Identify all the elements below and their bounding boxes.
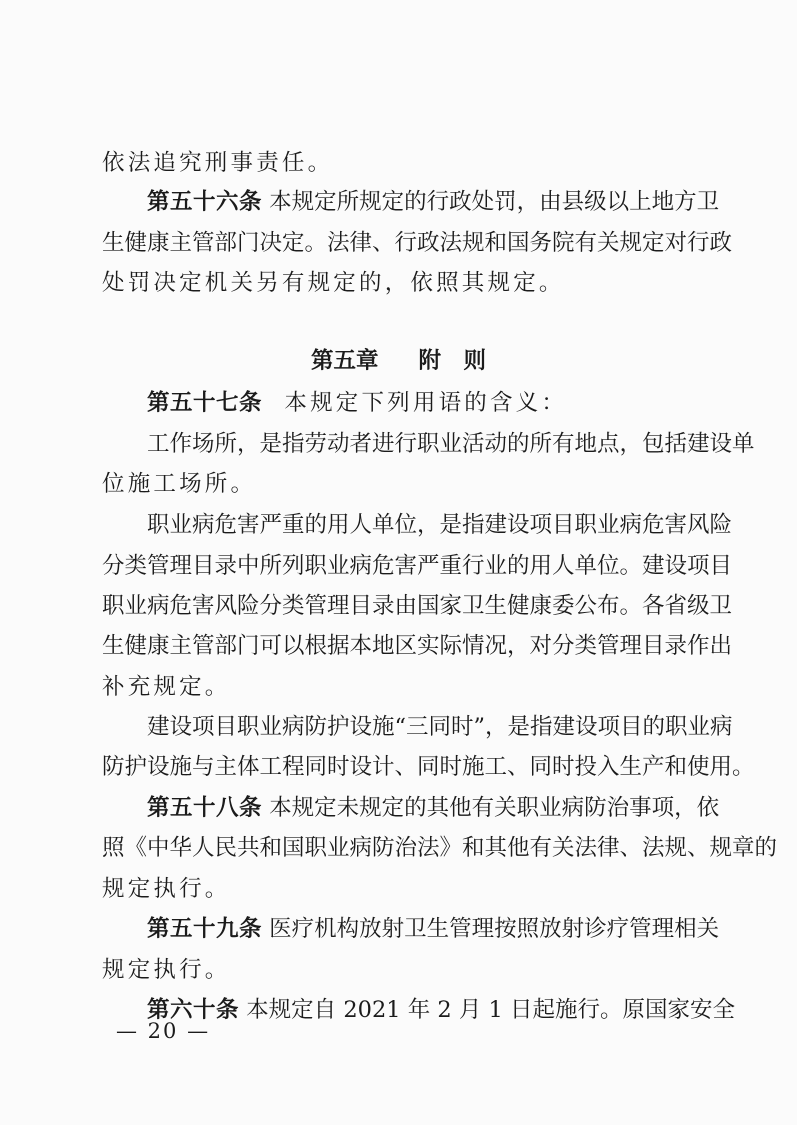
text-line: 职业病危害风险分类管理目录由国家卫生健康委公布。各省级卫	[102, 593, 733, 619]
text-line: 建设项目职业病防护设施“三同时”，是指建设项目的职业病	[147, 714, 733, 740]
article-label: 第五十八条	[147, 795, 263, 821]
chapter-title: 附 则	[418, 348, 487, 374]
chapter-number: 第五章	[310, 348, 379, 374]
article-57-line: 第五十七条 本规定下列用语的含义：	[147, 390, 568, 416]
text-line: 防护设施与主体工程同时设计、同时施工、同时投入生产和使用。	[102, 754, 755, 780]
text-line: 位施工场所。	[102, 471, 257, 497]
text-line: 照《中华人民共和国职业病防治法》和其他有关法律、法规、规章的	[102, 835, 778, 861]
text-line: 分类管理目录中所列职业病危害严重行业的用人单位。建设项目	[102, 553, 733, 579]
text-line: 生健康主管部门决定。法律、行政法规和国务院有关规定对行政	[102, 230, 733, 256]
text-line: 规定执行。	[102, 876, 231, 902]
text-line: 处罚决定机关另有规定的，依照其规定。	[102, 270, 565, 296]
article-label: 第五十六条	[147, 189, 263, 215]
article-label: 第五十九条	[147, 916, 263, 942]
text-line: 依法追究刑事责任。	[102, 150, 334, 176]
text-line: 职业病危害严重的用人单位，是指建设项目职业病危害风险	[147, 512, 733, 538]
text-line: 工作场所，是指劳动者进行职业活动的所有地点，包括建设单	[147, 431, 755, 457]
article-58-line: 第五十八条 本规定未规定的其他有关职业病防治事项，依	[147, 795, 720, 821]
article-label: 第六十条	[147, 997, 240, 1023]
text-line: 规定执行。	[102, 957, 231, 983]
page-number: — 20 —	[116, 1019, 211, 1043]
article-label: 第五十七条	[147, 390, 263, 416]
article-56-line: 第五十六条 本规定所规定的行政处罚，由县级以上地方卫	[147, 189, 720, 215]
text-line: 生健康主管部门可以根据本地区实际情况，对分类管理目录作出	[102, 633, 733, 659]
article-60-line: 第六十条 本规定自 2021 年 2 月 1 日起施行。原国家安全	[147, 997, 735, 1023]
article-59-line: 第五十九条 医疗机构放射卫生管理按照放射诊疗管理相关	[147, 916, 720, 942]
chapter-heading	[0, 344, 797, 378]
text-line: 补充规定。	[102, 674, 231, 700]
